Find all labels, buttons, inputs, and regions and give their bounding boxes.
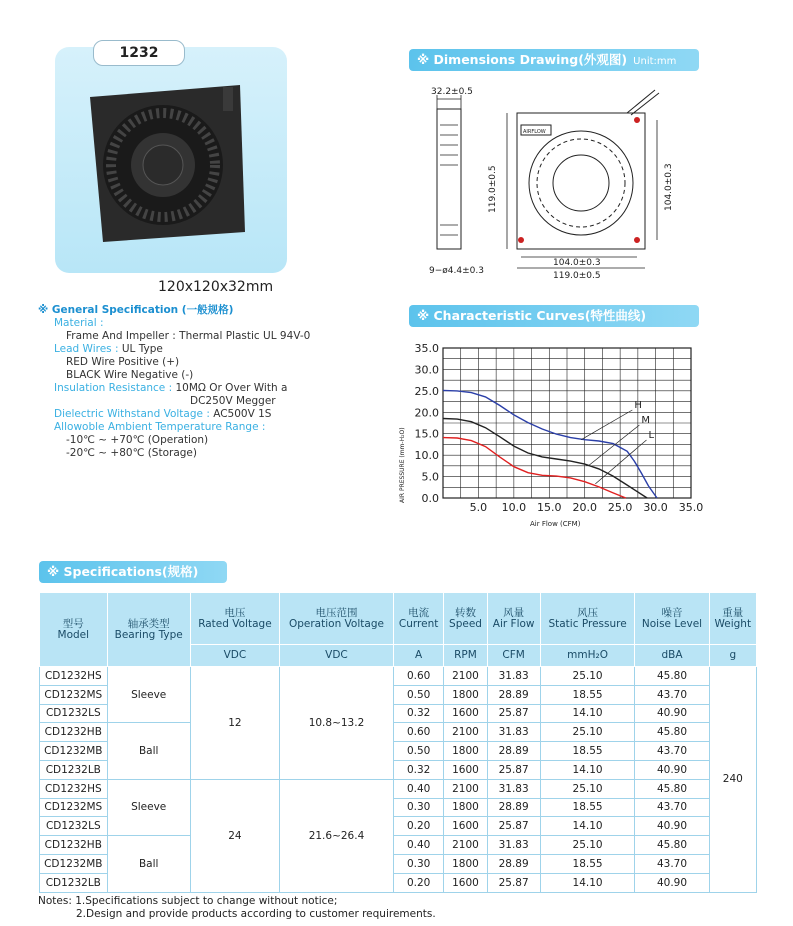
dimensions-heading [409, 49, 699, 71]
insulation-value-2: DC250V Megger [190, 395, 276, 407]
y-tick-label: 0.0 [421, 492, 439, 505]
airflow-cell: 25.87 [487, 704, 540, 723]
speed-cell: 2100 [444, 667, 487, 686]
model-cell: CD1232HS [40, 779, 108, 798]
noise-cell: 40.90 [635, 817, 709, 836]
dim-airflow: AIRFLOW [523, 129, 546, 135]
unit-cell: dBA [635, 645, 709, 667]
column-header-zh: 风压 [577, 606, 599, 619]
series-label-h: H [634, 400, 642, 411]
x-tick-label: 15.0 [537, 501, 562, 514]
material-label: Material : [54, 317, 104, 329]
unit-cell: mmH₂O [540, 645, 635, 667]
column-header-en: Operation Voltage [288, 617, 384, 630]
speed-cell: 1800 [444, 854, 487, 873]
x-tick-label: 5.0 [469, 501, 488, 514]
dim-inner-width: 104.0±0.3 [553, 258, 601, 268]
model-cell: CD1232LS [40, 704, 108, 723]
note-2: 2.Design and provide products according to customer requirements. [76, 908, 436, 920]
x-tick-label: 35.0 [678, 501, 704, 514]
airflow-cell: 25.87 [487, 760, 540, 779]
column-header [487, 593, 540, 645]
column-header-en: Model [57, 628, 90, 641]
speed-cell: 1800 [444, 742, 487, 761]
unit-cell: A [393, 645, 444, 667]
column-header-en: Current [398, 617, 439, 630]
model-cell: CD1232MS [40, 685, 108, 704]
column-header-en: Weight [714, 617, 752, 630]
curves-heading: ※ Characteristic Curves(特性曲线) [409, 305, 699, 327]
noise-cell: 43.70 [635, 798, 709, 817]
column-header [540, 593, 635, 645]
table-header-row [40, 593, 757, 645]
pressure-cell: 14.10 [540, 873, 635, 892]
y-tick-label: 15.0 [414, 427, 439, 441]
pressure-cell: 25.10 [540, 836, 635, 855]
current-cell: 0.60 [393, 667, 444, 686]
column-header [393, 593, 444, 645]
airflow-cell: 25.87 [487, 817, 540, 836]
rated-voltage-cell: 12 [190, 667, 279, 780]
bearing-cell: Ball [107, 723, 190, 779]
noise-cell: 40.90 [635, 760, 709, 779]
black-wire: BLACK Wire Negative (-) [66, 369, 194, 381]
noise-cell: 43.70 [635, 854, 709, 873]
series-label-m: M [641, 415, 651, 426]
current-cell: 0.50 [393, 742, 444, 761]
airflow-cell: 31.83 [487, 723, 540, 742]
temperature-label: Allowoble Ambient Temperature Range : [54, 421, 266, 433]
noise-cell: 43.70 [635, 742, 709, 761]
chart-y-label: AIR PRESSURE (mm-H₂O) [399, 427, 406, 503]
pressure-cell: 14.10 [540, 704, 635, 723]
x-tick-label: 25.0 [607, 501, 633, 514]
current-cell: 0.40 [393, 836, 444, 855]
current-cell: 0.32 [393, 704, 444, 723]
x-tick-label: 20.0 [572, 501, 597, 514]
unit-cell: VDC [280, 645, 394, 667]
speed-cell: 1600 [444, 817, 487, 836]
noise-cell: 45.80 [635, 723, 709, 742]
y-tick-label: 5.0 [421, 470, 439, 484]
noise-cell: 45.80 [635, 667, 709, 686]
pressure-cell: 14.10 [540, 760, 635, 779]
y-tick-label: 10.0 [414, 449, 439, 463]
airflow-cell: 28.89 [487, 854, 540, 873]
insulation-value: 10MΩ Or Over With a [175, 382, 288, 394]
pressure-cell: 18.55 [540, 685, 635, 704]
column-header [444, 593, 487, 645]
column-header-en: Speed [449, 617, 482, 630]
column-header-en: Bearing Type [114, 628, 183, 641]
pressure-cell: 18.55 [540, 798, 635, 817]
current-cell: 0.60 [393, 723, 444, 742]
airflow-cell: 28.89 [487, 798, 540, 817]
speed-cell: 2100 [444, 723, 487, 742]
operation-voltage-cell: 21.6~26.4 [280, 779, 394, 892]
dimensions-unit: Unit:mm [633, 56, 677, 67]
current-cell: 0.20 [393, 873, 444, 892]
current-cell: 0.20 [393, 817, 444, 836]
dim-left-height: 119.0±0.5 [488, 165, 498, 213]
noise-cell: 40.90 [635, 704, 709, 723]
bearing-cell: Sleeve [107, 667, 190, 723]
x-tick-label: 10.0 [501, 501, 527, 514]
model-cell: CD1232HS [40, 667, 108, 686]
speed-cell: 1600 [444, 704, 487, 723]
column-header [40, 593, 108, 667]
pressure-cell: 18.55 [540, 854, 635, 873]
speed-cell: 1800 [444, 798, 487, 817]
weight-cell: 240 [709, 667, 756, 893]
dielectric-label: Dielectric Withstand Voltage : [54, 408, 210, 420]
dielectric-value: AC500V 1S [213, 408, 272, 420]
bearing-cell: Sleeve [107, 779, 190, 835]
column-header [709, 593, 756, 645]
operation-voltage-cell: 10.8~13.2 [280, 667, 394, 780]
column-header-en: Air Flow [492, 617, 535, 630]
column-header-zh: 轴承类型 [127, 617, 170, 630]
current-cell: 0.30 [393, 798, 444, 817]
y-tick-label: 20.0 [414, 406, 439, 420]
column-header-zh: 噪音 [661, 606, 683, 619]
rated-voltage-cell: 24 [190, 779, 279, 892]
model-cell: CD1232HB [40, 723, 108, 742]
column-header [280, 593, 394, 645]
pressure-cell: 18.55 [540, 742, 635, 761]
specs-heading: ※ Specifications(规格) [39, 561, 227, 583]
y-tick-label: 30.0 [414, 363, 439, 377]
chart-x-label: Air Flow (CFM) [530, 520, 581, 528]
model-cell: CD1232LB [40, 760, 108, 779]
general-specification [38, 304, 368, 460]
size-label: 120x120x32mm [158, 279, 274, 295]
dim-depth: 32.2±0.5 [431, 87, 473, 97]
speed-cell: 1600 [444, 873, 487, 892]
table-row [40, 667, 757, 686]
model-cell: CD1232HB [40, 836, 108, 855]
speed-cell: 1600 [444, 760, 487, 779]
model-cell: CD1232LB [40, 873, 108, 892]
notes [38, 895, 436, 921]
pressure-cell: 25.10 [540, 723, 635, 742]
airflow-cell: 31.83 [487, 779, 540, 798]
noise-cell: 45.80 [635, 836, 709, 855]
airflow-cell: 25.87 [487, 873, 540, 892]
lead-label: Lead Wires : [54, 343, 119, 355]
airflow-cell: 31.83 [487, 667, 540, 686]
airflow-cell: 28.89 [487, 685, 540, 704]
current-cell: 0.50 [393, 685, 444, 704]
y-tick-label: 25.0 [414, 384, 439, 398]
column-header [635, 593, 709, 645]
speed-cell: 2100 [444, 779, 487, 798]
table-body [40, 667, 757, 893]
dim-outer-width: 119.0±0.5 [553, 271, 601, 281]
airflow-cell: 31.83 [487, 836, 540, 855]
model-cell: CD1232MB [40, 854, 108, 873]
unit-cell: CFM [487, 645, 540, 667]
current-cell: 0.32 [393, 760, 444, 779]
temperature-storage: -20℃ ~ +80℃ (Storage) [66, 447, 197, 459]
column-header [190, 593, 279, 645]
column-header-en: Rated Voltage [198, 617, 272, 630]
chart-grid [443, 348, 691, 498]
material-value: Frame And Impeller : Thermal Plastic UL 94V-0 [66, 330, 311, 342]
noise-cell: 43.70 [635, 685, 709, 704]
pressure-cell: 25.10 [540, 779, 635, 798]
speed-cell: 2100 [444, 836, 487, 855]
model-tag: 1232 [93, 40, 185, 66]
column-header-zh: 电压 [224, 606, 246, 619]
column-header-zh: 电流 [408, 606, 430, 619]
temperature-operation: -10℃ ~ +70℃ (Operation) [66, 434, 209, 446]
bearing-cell: Ball [107, 836, 190, 892]
note-1: Notes: 1.Specifications subject to change without notice; [38, 895, 338, 907]
model-cell: CD1232LS [40, 817, 108, 836]
specifications-table [39, 592, 757, 893]
characteristic-chart [395, 338, 715, 538]
current-cell: 0.40 [393, 779, 444, 798]
dimensions-drawing [415, 85, 685, 285]
speed-cell: 1800 [444, 685, 487, 704]
column-header [107, 593, 190, 667]
lead-value: UL Type [121, 343, 163, 355]
column-header-zh: 电压范围 [315, 606, 358, 619]
table-row [40, 836, 757, 855]
noise-cell: 45.80 [635, 779, 709, 798]
dim-right-height: 104.0±0.3 [664, 163, 674, 211]
column-header-zh: 重量 [722, 606, 744, 619]
unit-cell: g [709, 645, 756, 667]
noise-cell: 40.90 [635, 873, 709, 892]
red-wire: RED Wire Positive (+) [66, 356, 180, 368]
table-row [40, 723, 757, 742]
insulation-label: Insulation Resistance : [54, 382, 173, 394]
column-header-zh: 型号 [62, 617, 84, 630]
model-cell: CD1232MB [40, 742, 108, 761]
table-row [40, 779, 757, 798]
column-header-zh: 转数 [454, 606, 476, 619]
current-cell: 0.30 [393, 854, 444, 873]
pressure-cell: 14.10 [540, 817, 635, 836]
airflow-cell: 28.89 [487, 742, 540, 761]
dim-holes: 9−ø4.4±0.3 [429, 266, 484, 276]
product-photo-card [55, 47, 287, 273]
column-header-en: Static Pressure [548, 617, 627, 630]
series-label-l: L [648, 430, 655, 441]
column-header-zh: 风量 [503, 606, 525, 619]
unit-cell: VDC [190, 645, 279, 667]
column-header-en: Noise Level [641, 617, 703, 630]
dimensions-heading-text: ※ Dimensions Drawing(外观图) [417, 52, 628, 67]
x-tick-label: 30.0 [643, 501, 668, 514]
model-cell: CD1232MS [40, 798, 108, 817]
fan-illustration [55, 47, 287, 273]
general-spec-title: ※ General Specification (一般规格) [38, 304, 234, 316]
unit-cell: RPM [444, 645, 487, 667]
pressure-cell: 25.10 [540, 667, 635, 686]
y-tick-label: 35.0 [414, 342, 439, 355]
